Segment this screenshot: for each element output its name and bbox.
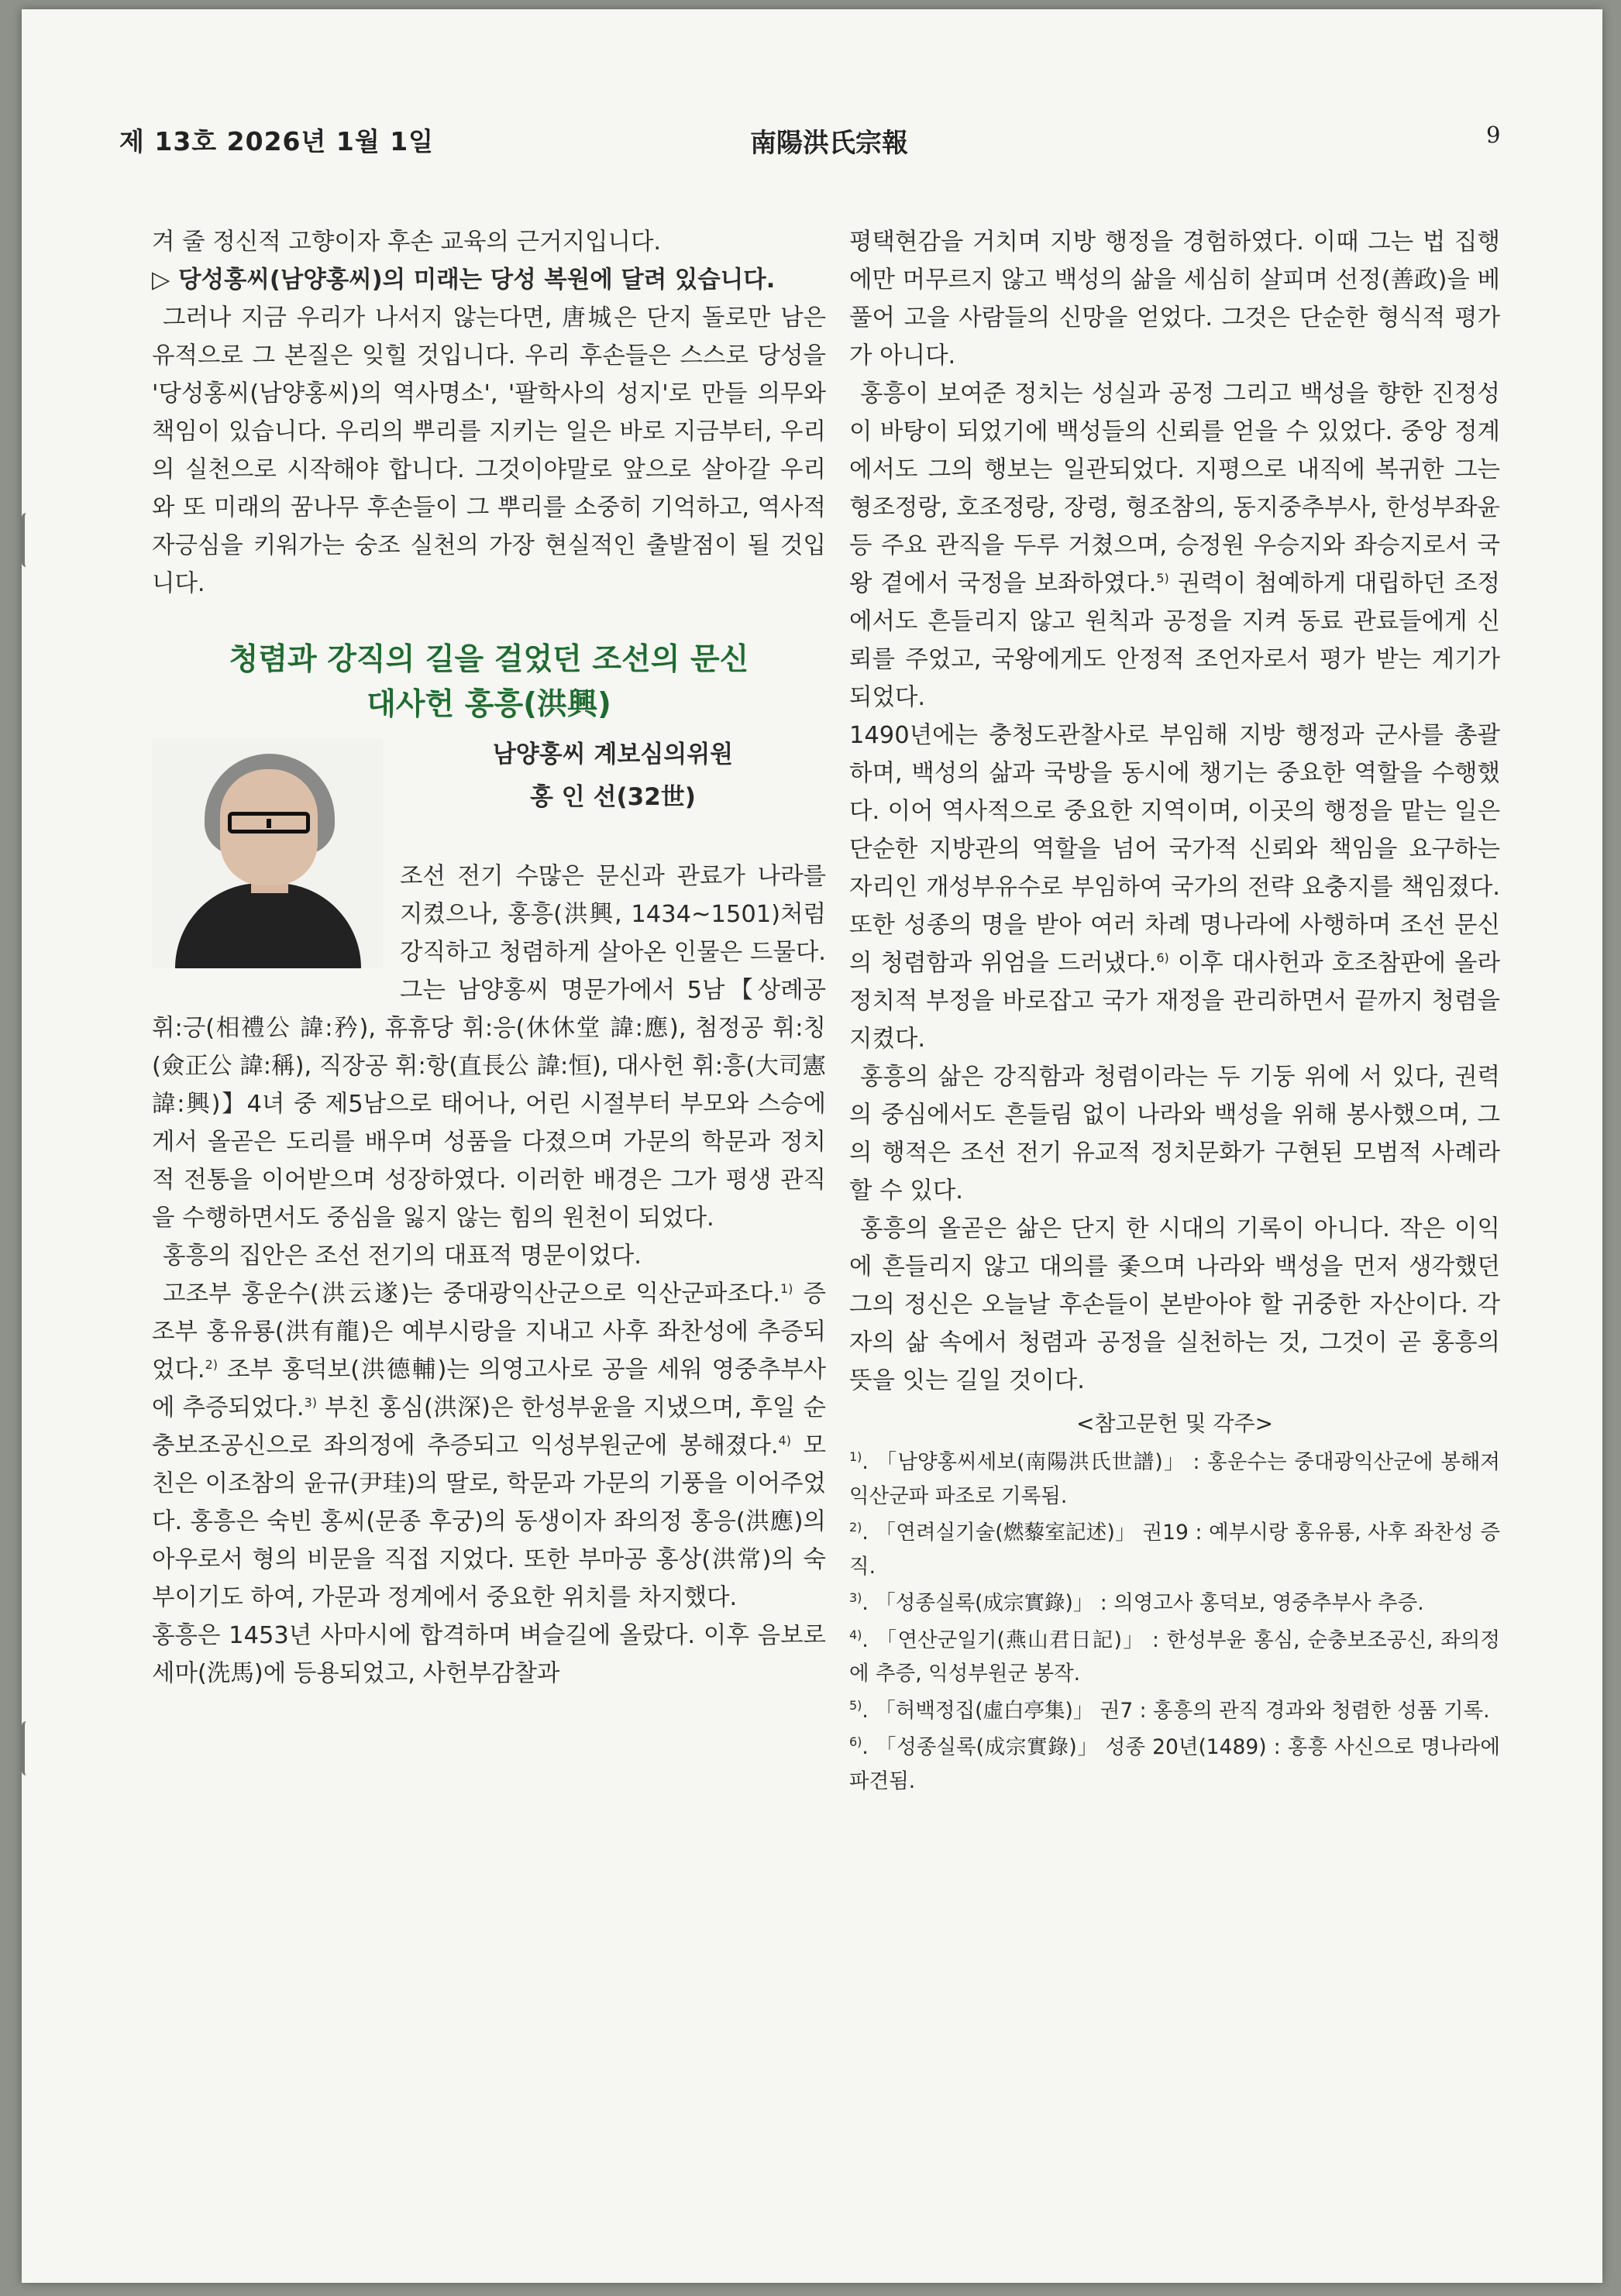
binding-staple <box>22 1721 36 1775</box>
author-name: 홍 인 선(32世) <box>530 783 696 811</box>
references-title: <참고문헌 및 각주> <box>1076 1411 1274 1436</box>
reference-text: . 「허백정집(虛白亭集)」 권7 : 홍흥의 관직 경과와 청렴한 성품 기록. <box>862 1698 1490 1723</box>
binding-staple <box>22 513 36 567</box>
reference-text: . 「남양홍씨세보(南陽洪氏世譜)」 : 홍운수는 중대광익산군에 봉해져 익산군파 파조로 기록됨. <box>849 1450 1500 1508</box>
reference-text: . 「성종실록(成宗實錄)」 성종 20년(1489) : 홍흥 사신으로 명나라에 파견됨. <box>849 1735 1500 1793</box>
reference-item <box>849 1731 1500 1798</box>
reference-mark: 6) <box>849 1734 862 1750</box>
article-title-line: 청렴과 강직의 길을 걸었던 조선의 문신 <box>229 642 749 677</box>
footnote-mark: 4) <box>778 1432 791 1448</box>
text-span: 이후 대사헌과 호조참판에 올라 정치적 부정을 바로잡고 국가 재정을 관리하면서 끝까지 청렴을 지켰다. <box>849 950 1500 1053</box>
reference-item <box>849 1694 1500 1728</box>
reference-mark: 1) <box>849 1449 862 1465</box>
left-column <box>152 223 826 1693</box>
author-block <box>152 734 826 1237</box>
author-photo <box>152 738 383 968</box>
reference-item <box>849 1586 1500 1621</box>
paragraph <box>849 375 1500 717</box>
paragraph: 홍흥은 1453년 사마시에 합격하며 벼슬길에 올랐다. 이후 음보로 세마(洗馬)에 등용되었고, 사헌부감찰과 <box>152 1622 826 1687</box>
paragraph: 그러나 지금 우리가 나서지 않는다면, 唐城은 단지 돌로만 남은 유적으로 그 본질은 잊힐 것입니다. 우리 후손들은 스스로 당성을 '당성홍씨(남양홍씨)의 역사명소', '팔학사의 성지'로 만들 의무와 책임이 있습니다. 우리의 뿌리를 지키는 일은 바로 지금부터, 우리의 실천으로 시작해야 합니다. 그것이야말로 앞으로 살아갈 우리와 또 미래의 꿈나무 후손들이 그 뿌리를 소중히 기억하고, 역사적 자긍심을 키워가는 숭조 실천의 가장 현실적인 출발점이 될 것입니다. <box>152 304 826 597</box>
footnote-mark: 1) <box>780 1280 793 1296</box>
newspaper-page <box>22 9 1602 2283</box>
footnote-mark: 5) <box>1156 570 1169 586</box>
reference-mark: 5) <box>849 1697 862 1713</box>
text-span: 권력이 첨예하게 대립하던 조정에서도 흔들리지 않고 원칙과 공정을 지켜 동료 관료들에게 신뢰를 주었고, 국왕에게도 안정적 조언자로서 평가 받는 계기가 되었다. <box>849 570 1500 711</box>
paragraph: 홍흥의 집안은 조선 전기의 대표적 명문이었다. <box>163 1243 642 1270</box>
article-title-line: 대사헌 홍흥(洪興) <box>367 687 611 722</box>
reference-item <box>849 1445 1500 1513</box>
text-span: 모친은 이조참의 윤규(尹珪)의 딸로, 학문과 가문의 기풍을 이어주었다. 홍흥은 숙빈 홍씨(문종 후궁)의 동생이자 좌의정 홍응(洪應)의 아우로서 형의 비문을 직접 지었다. 또한 부마공 홍상(洪常)의 숙부이기도 하여, 가문과 정계에서 중요한 위치를 차지했다. <box>152 1432 826 1611</box>
paragraph <box>849 717 1500 1058</box>
text-span: 고조부 홍운수(洪云遂)는 중대광익산군으로 익산군파조다. <box>163 1280 780 1308</box>
footnote-mark: 6) <box>1156 950 1169 965</box>
text-span: 홍흥이 보여준 정치는 성실과 공정 그리고 백성을 향한 진정성이 바탕이 되었기에 백성들의 신뢰를 얻을 수 있었다. 중앙 정계에서도 그의 행보는 일관되었다. 지평으로 내직에 복귀한 그는 형조정랑, 호조정랑, 장령, 형조참의, 동지중추부사, 한성부좌윤 등 주요 관직을 두루 거쳤으며, 승정원 우승지와 좌승지로서 국왕 곁에서 국정을 보좌하였다. <box>849 380 1500 597</box>
reference-item <box>849 1624 1500 1691</box>
text-span: 부친 홍심(洪深)은 한성부윤을 지냈으며, 후일 순충보조공신으로 좌의정에 추증되고 익성부원군에 봉해졌다. <box>152 1394 826 1459</box>
photo-shirt <box>175 883 361 968</box>
section-heading: ▷ 당성홍씨(남양홍씨)의 미래는 당성 복원에 달려 있습니다. <box>152 266 776 294</box>
issue-date: 제 13호 2026년 1월 1일 <box>119 126 435 156</box>
page-number: 9 <box>1486 122 1501 148</box>
reference-text: . 「연산군일기(燕山君日記)」 : 한성부윤 홍심, 순충보조공신, 좌의정에 추증, 익성부원군 봉작. <box>849 1627 1500 1686</box>
article-title <box>152 638 826 727</box>
footnote-mark: 2) <box>205 1356 219 1372</box>
right-column <box>849 223 1500 1801</box>
paragraph: 홍흥의 삶은 강직함과 청렴이라는 두 기둥 위에 서 있다, 권력의 중심에서도 흔들림 없이 나라와 백성을 위해 봉사했으며, 그의 행적은 조선 전기 유교적 정치문화가 구현된 모범적 사례라 할 수 있다. <box>849 1064 1500 1205</box>
reference-item <box>849 1516 1500 1583</box>
author-affiliation: 남양홍씨 계보심의위원 <box>492 741 734 768</box>
text-span: 조부 홍덕보(洪德輔)는 의영고사로 공을 세워 영중추부사에 추증되었다. <box>152 1356 826 1421</box>
intro-paragraph: 조선 전기 수많은 문신과 관료가 나라를 지켰으나, 홍흥(洪興, 1434~1501)처럼 강직하고 청렴하게 살아온 인물은 드물다. 그는 남양홍씨 명문가에서 5남【상례공 휘:긍(相禮公 諱:矜), 휴휴당 휘:응(休休堂 諱:應), 첨정공 휘:칭(僉正公 諱:稱), 직장공 휘:항(直長公 諱:恒), 대사헌 휘:흥(大司憲 諱:興)】4녀 중 제5남으로 태어나, 어린 시절부터 부모와 스승에게서 올곧은 도리를 배우며 성품을 다졌으며 가문의 학문과 정치적 전통을 이어받으며 성장하였다. 이러한 배경은 그가 평생 관직을 수행하면서도 중심을 잃지 않는 힘의 원천이 되었다. <box>152 863 826 1232</box>
reference-mark: 2) <box>849 1520 862 1535</box>
reference-text: . 「성종실록(成宗實錄)」 : 의영고사 홍덕보, 영중추부사 추증. <box>862 1591 1424 1615</box>
text-span: 1490년에는 충청도관찰사로 부임해 지방 행정과 군사를 총괄하며, 백성의 삶과 국방을 동시에 챙기는 중요한 역할을 수행했다. 이어 역사적으로 중요한 지역이며, 이곳의 행정을 맡는 일은 단순한 지방관의 역할을 넘어 국가적 신뢰와 책임을 요구하는 자리인 개성부유수로 부임하여 국가의 전략 요충지를 책임졌다. 또한 성종의 명을 받아 여러 차례 명나라에 사행하며 조선 문신의 청렴함과 위엄을 드러냈다. <box>849 722 1500 977</box>
reference-mark: 4) <box>849 1627 862 1642</box>
text-span: 증조부 홍유룡(洪有龍)은 예부시랑을 지내고 사후 좌찬성에 추증되었다. <box>152 1280 826 1383</box>
continued-text: 겨 줄 정신적 고향이자 후손 교육의 근거지입니다. <box>152 229 662 256</box>
footnote-mark: 3) <box>304 1394 317 1410</box>
paragraph: 평택현감을 거치며 지방 행정을 경험하였다. 이때 그는 법 집행에만 머무르지 않고 백성의 삶을 세심히 살피며 선정(善政)을 베풀어 고을 사람들의 신망을 얻었다. 그것은 단순한 형식적 평가가 아니다. <box>849 229 1501 369</box>
reference-mark: 3) <box>849 1590 862 1606</box>
photo-glasses <box>228 812 310 834</box>
reference-text: . 「연려실기술(燃藜室記述)」 권19 : 예부시랑 홍유룡, 사후 좌찬성 증직. <box>849 1521 1500 1579</box>
paragraph-ancestors <box>152 1275 826 1617</box>
paragraph: 홍흥의 올곧은 삶은 단지 한 시대의 기록이 아니다. 작은 이익에 흔들리지 않고 대의를 좇으며 나라와 백성을 먼저 생각했던 그의 정신은 오늘날 후손들이 본받아야 할 귀중한 자산이다. 각자의 삶 속에서 청렴과 공정을 실천하는 것, 그것이 곧 홍흥의 뜻을 잇는 길일 것이다. <box>849 1215 1500 1394</box>
newspaper-name: 南陽洪氏宗報 <box>750 128 908 159</box>
